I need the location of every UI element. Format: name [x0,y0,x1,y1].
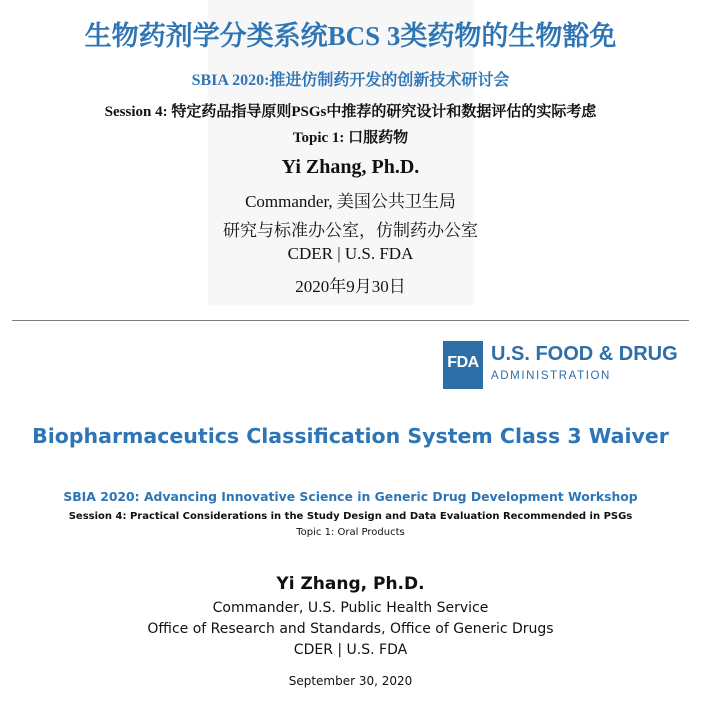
english-author-center: CDER | U.S. FDA [293,642,408,658]
chinese-author-office: 研究与标准办公室，仿制药办公室 [223,221,478,240]
chinese-presentation-date: 2020年9月30日 [295,277,406,296]
slide-divider [12,320,689,321]
chinese-topic-line: Topic 1: 口服药物 [292,130,409,146]
english-author-name: Yi Zhang, Ph.D. [276,574,425,594]
english-topic-line: Topic 1: Oral Products [296,527,405,538]
english-author-office: Office of Research and Standards, Office of Generic Drugs [147,621,554,637]
english-slide-title: Biopharmaceutics Classification System Class 3 Waiver [32,424,669,448]
chinese-workshop-name: SBIA 2020:推进仿制药开发的创新技术研讨会 [191,72,510,89]
fda-logo-badge-text: FDA [447,354,479,371]
fda-logo-badge [443,341,483,389]
chinese-slide-title: 生物药剂学分类系统BCS 3类药物的生物豁免 [84,21,617,51]
chinese-session-line: Session 4: 特定药品指导原则PSGs中推荐的研究设计和数据评估的实际考虑 [104,104,597,120]
english-workshop-name: SBIA 2020: Advancing Innovative Science in Generic Drug Development Workshop [63,489,638,504]
english-author-role: Commander, U.S. Public Health Service [212,600,489,616]
chinese-author-name: Yi Zhang, Ph.D. [281,156,420,178]
fda-logo-subtitle: ADMINISTRATION [491,370,611,382]
english-session-line: Session 4: Practical Considerations in the Study Design and Data Evaluation Recommended in PSGs [68,511,633,522]
fda-logo [443,341,683,389]
english-presentation-date: September 30, 2020 [288,674,413,688]
fda-logo-name: U.S. FOOD & DRUG [491,343,678,365]
chinese-author-role: Commander, 美国公共卫生局 [245,192,456,211]
chinese-author-center: CDER | U.S. FDA [287,244,414,263]
